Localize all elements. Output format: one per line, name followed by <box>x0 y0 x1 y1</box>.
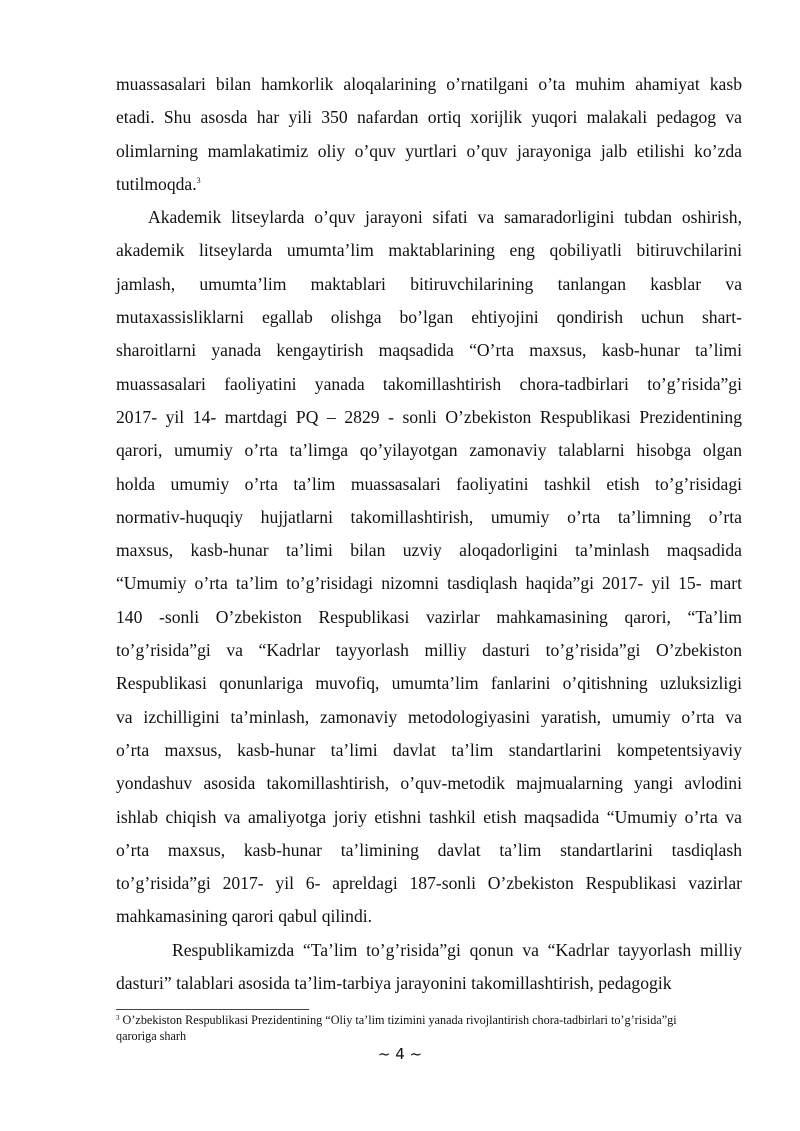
text-line: 2017- yil 14- martdagi PQ – 2829 - sonli O’zbekiston Respublikasi Prezidentining <box>116 406 742 427</box>
text-line: to’g’risida”gi 2017- yil 6- apreldagi 187-sonli O’zbekiston Respublikasi vazirlar <box>116 873 742 894</box>
text-line: olimlarning mamlakatimiz oliy o’quv yurtlari o’quv jarayoniga jalb etilishi ko’zda <box>116 140 742 161</box>
text-line: to’g’risida”gi va “Kadrlar tayyorlash milliy dasturi to’g’risida”gi O’zbekiston <box>116 640 742 661</box>
text-line-content: tutilmoqda. <box>116 173 197 194</box>
text-line: mahkamasining qarori qabul qilindi. <box>116 906 373 927</box>
text-line: holda umumiy o’rta ta’lim muassasalari faoliyatini tashkil etish to’g’risidagi <box>116 473 742 494</box>
text-line: muassasalari bilan hamkorlik aloqalarining o’rnatilgani o’ta muhim ahamiyat kasb <box>116 74 742 94</box>
text-line: jamlash, umumta’lim maktablari bitiruvchilarining tanlangan kasblar va <box>116 273 742 294</box>
footnote-separator <box>116 1009 309 1010</box>
paragraph-akademik-litseylar <box>116 201 742 934</box>
text-line: 140 -sonli O’zbekiston Respublikasi vazirlar mahkamasining qarori, “Ta’lim <box>116 606 742 627</box>
text-line: maxsus, kasb-hunar ta’limi bilan uzviy aloqadorligini ta’minlash maqsadida <box>116 540 742 561</box>
text-line: normativ-huquqiy hujjatlarni takomillashtirish, umumiy o’rta ta’limning o’rta <box>116 506 742 527</box>
text-line: o’rta maxsus, kasb-hunar ta’limi davlat ta’lim standartlarini kompetentsiyaviy <box>116 739 742 760</box>
text-line: yondashuv asosida takomillashtirish, o’quv-metodik majmualarning yangi avlodini <box>116 773 742 794</box>
footnote-text: O’zbekiston Respublikasi Prezidentining “Oliy ta’lim tizimini yanada rivojlantirish chora-tadbirlari to’g’risida”gi <box>122 1013 677 1027</box>
text-line: Respublikasi qonunlariga muvofiq, umumta’lim fanlarini o’qitishning uzluksizligi <box>116 673 742 694</box>
text-line: etadi. Shu asosda har yili 350 nafardan ortiq xorijlik yuqori malakali pedagog va <box>116 107 742 128</box>
text-line: mutaxassisliklarni egallab olishga bo’lgan ehtiyojini qondirish uchun shart- <box>116 307 742 328</box>
text-line: Respublikamizda “Ta’lim to’g’risida”gi qonun va “Kadrlar tayyorlash milliy <box>172 939 742 960</box>
paragraph-continuation <box>116 68 742 201</box>
text-line: dasturi” talablari asosida ta’lim-tarbiya jarayonini takomillashtirish, pedagogik <box>116 973 672 994</box>
text-line: va izchilligini ta’minlash, zamonaviy metodologiyasini yaratish, umumiy o’rta va <box>116 706 742 727</box>
footnote-line: qaroriga sharh <box>116 1028 187 1043</box>
text-line <box>116 168 742 201</box>
text-line: qarori, umumiy o’rta ta’limga qo’yilayotgan zamonaviy talablarni hisobga olgan <box>116 440 742 461</box>
text-line: o’rta maxsus, kasb-hunar ta’limining davlat ta’lim standartlarini tasdiqlash <box>116 839 742 860</box>
text-line: Akademik litseylarda o’quv jarayoni sifati va samaradorligini tubdan oshirish, <box>148 207 742 228</box>
text-line: akademik litseylarda umumta’lim maktablarining eng qobiliyatli bitiruvchilarini <box>116 240 742 261</box>
footnote-reference[interactable]: 3 <box>196 175 201 185</box>
page-number: ~ 4 ~ <box>377 1045 423 1063</box>
text-line: “Umumiy o’rta ta’lim to’g’risidagi nizomni tasdiqlash haqida”gi 2017- yil 15- mart <box>116 573 742 594</box>
footnote <box>116 1013 742 1044</box>
footnote-marker: 3 <box>116 1014 120 1022</box>
body-text <box>116 68 742 1000</box>
text-line: muassasalari faoliyatini yanada takomillashtirish chora-tadbirlari to’g’risida”gi <box>116 373 742 394</box>
paragraph-respublikamizda <box>116 934 742 1001</box>
footnote-line <box>116 1013 742 1029</box>
text-line: ishlab chiqish va amaliyotga joriy etishni tashkil etish maqsadida “Umumiy o’rta va <box>116 806 742 827</box>
text-line: sharoitlarni yanada kengaytirish maqsadida “O’rta maxsus, kasb-hunar ta’limi <box>116 340 742 361</box>
